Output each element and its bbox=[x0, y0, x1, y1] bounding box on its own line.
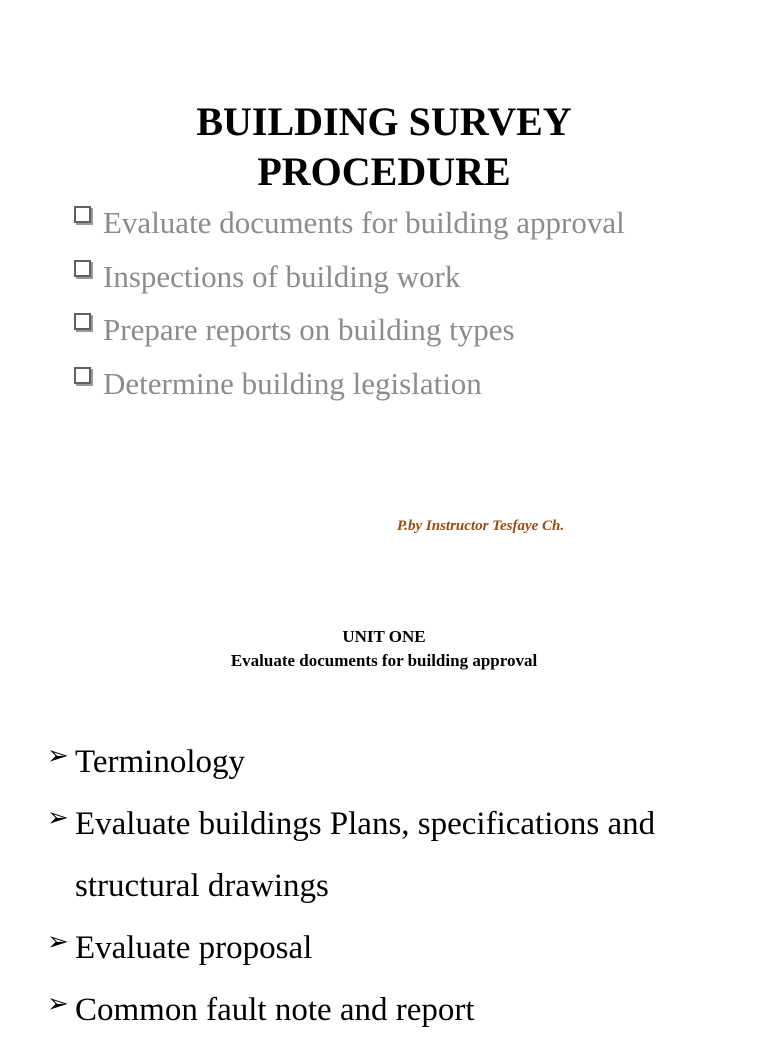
contents-item-label: Evaluate buildings Plans, specifications and structural drawings bbox=[75, 806, 656, 904]
topic-item-label: Evaluate documents for building approval bbox=[103, 205, 625, 240]
topic-item-label: Prepare reports on building types bbox=[103, 312, 515, 347]
checkbox-square-icon bbox=[74, 260, 91, 277]
document-title-line-2: PROCEDURE bbox=[257, 149, 511, 194]
topic-item-label: Determine building legislation bbox=[103, 365, 482, 401]
unit-label: UNIT ONE bbox=[342, 627, 426, 646]
topic-item bbox=[74, 362, 625, 416]
author-byline: P.by Instructor Tesfaye Ch. bbox=[397, 518, 565, 534]
topic-list bbox=[74, 201, 625, 415]
topic-item bbox=[74, 201, 625, 255]
topic-item bbox=[74, 308, 625, 362]
topic-item-label: Inspections of building work bbox=[103, 258, 461, 294]
contents-item-label: Evaluate proposal bbox=[75, 930, 313, 966]
contents-item-label: Terminology bbox=[75, 744, 245, 780]
contents-item bbox=[47, 917, 737, 979]
checkbox-square-icon bbox=[74, 206, 91, 223]
arrowhead-icon: ➢ bbox=[47, 803, 69, 833]
arrowhead-icon: ➢ bbox=[47, 741, 69, 771]
arrowhead-icon: ➢ bbox=[47, 989, 69, 1019]
contents-item bbox=[47, 793, 737, 917]
unit-title: Evaluate documents for building approval bbox=[230, 651, 538, 670]
checkbox-square-icon bbox=[74, 367, 91, 384]
checkbox-square-icon bbox=[74, 313, 91, 330]
arrowhead-icon: ➢ bbox=[47, 927, 69, 957]
contents-item bbox=[47, 731, 737, 793]
topic-item bbox=[74, 255, 625, 309]
contents-item bbox=[47, 979, 737, 1041]
document-title-line-1: BUILDING SURVEY bbox=[196, 99, 572, 144]
contents-item-label: Common fault note and report bbox=[75, 992, 475, 1028]
unit-contents-list bbox=[47, 731, 737, 1041]
